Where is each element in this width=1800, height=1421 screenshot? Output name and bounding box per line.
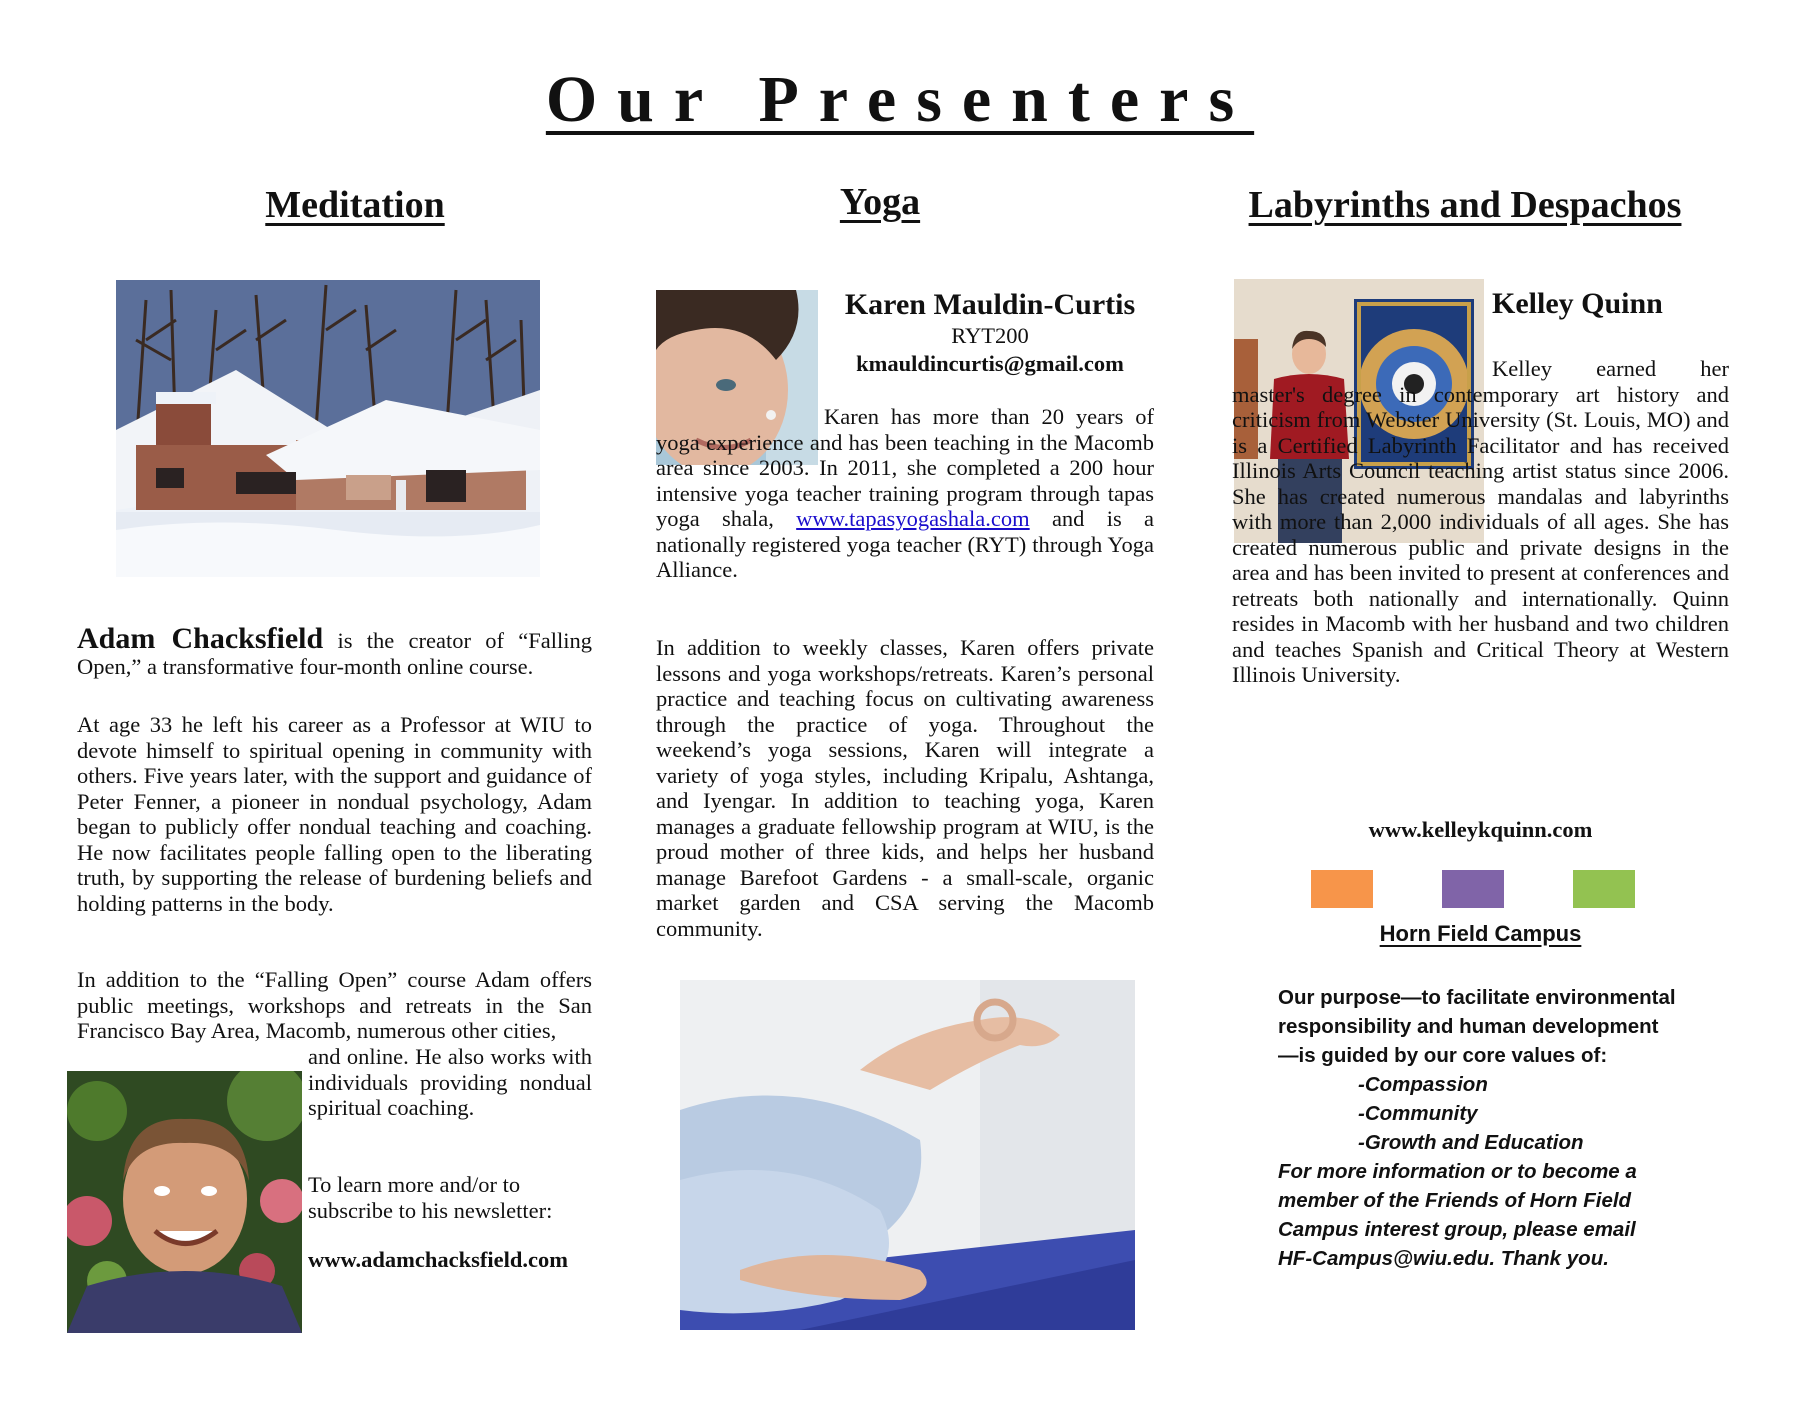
adam-website-link[interactable]: www.adamchacksfield.com [308, 1247, 568, 1272]
karen-contact-block [830, 288, 1150, 378]
adam-offerings-top: In addition to the “Falling Open” course Adam offers public meetings, workshops and retreats in the San Francisco Bay Area, Macomb, numerous other cities, [77, 967, 592, 1043]
core-value-community: -Community [1358, 1102, 1478, 1125]
adam-bio: At age 33 he left his career as a Professor at WIU to devote himself to spiritual opening in community with others. Five years later, with the support and guidance of Peter Fenner, a pioneer in nondual psychology, Adam began to publicly offer nondual teaching and coaching. He now facilitates people falling open to the liberating truth, by supporting the release of burdening beliefs and holding patterns in the body. [77, 712, 592, 916]
presenter-name-adam: Adam Chacksfield [77, 622, 324, 655]
yoga-meditation-photo [680, 980, 1135, 1330]
meditation-heading: Meditation [265, 184, 445, 226]
karen-bio [656, 404, 1154, 583]
presenter-name-karen: Karen Mauldin-Curtis [844, 288, 1136, 321]
core-value-growth: -Growth and Education [1358, 1131, 1584, 1154]
horn-field-purpose: Our purpose—to facilitate environmental responsibility and human development—is guided by our core values of: [1278, 986, 1676, 1067]
kelley-bio: Kelley earned her master's degree in contemporary art history and criticism from Webster University (St. Louis, MO) and is a Certified Labyrinth Facilitator and has received Illinois Arts Council teaching artist status since 2006. She has created numerous mandalas and labyrinths with more than 2,000 individuals of all ages. She has created numerous public and private designs in the area and has been invited to present at conferences and retreats both nationally and internationally. Quinn resides in Macomb with her husband and two children and teaches Spanish and Critical Theory at Western Illinois University. [1232, 356, 1729, 687]
orange-swatch [1311, 870, 1373, 908]
adam-learn-more: To learn more and/or to subscribe to his newsletter: [308, 1172, 553, 1223]
horn-field-more-info: For more information or to become a member of the Friends of Horn Field Campus interest group, please email HF-Campus@wiu.edu. Thank you. [1278, 1160, 1637, 1270]
adam-offerings-rest: and online. He also works with individuals providing nondual spiritual coaching. [308, 1044, 592, 1120]
yoga-heading: Yoga [839, 181, 921, 223]
color-swatches [1311, 870, 1635, 908]
snowy-cabin-photo [116, 280, 540, 577]
tapas-yoga-link[interactable]: www.tapasyogashala.com [796, 506, 1030, 531]
page-title: Our Presenters [545, 63, 1255, 136]
labyrinths-heading: Labyrinths and Despachos [1248, 184, 1682, 226]
horn-field-title: Horn Field Campus [1379, 921, 1582, 946]
karen-bio-text-a: Karen has more than 20 years of yoga experience and has been teaching in the Macomb area since 2003. In 2011, she completed a 200 hour intensive yoga teacher training program through tapas yoga shala, [656, 404, 1154, 531]
core-value-compassion: -Compassion [1358, 1073, 1488, 1096]
purple-swatch [1442, 870, 1504, 908]
karen-credential: RYT200 [951, 323, 1029, 348]
karen-bio-text-b: and is a nationally registered yoga teacher (RYT) through Yoga Alliance. [656, 506, 1154, 582]
adam-intro [77, 622, 592, 680]
karen-email[interactable]: kmauldincurtis@gmail.com [856, 351, 1124, 376]
adam-intro-text: is the creator of “Falling Open,” a transformative four-month online course. [77, 628, 592, 679]
kelley-website-link[interactable]: www.kelleykquinn.com [1368, 817, 1593, 842]
presenter-name-kelley: Kelley Quinn [1492, 287, 1663, 320]
karen-offerings: In addition to weekly classes, Karen offers private lessons and yoga workshops/retreats. Karen’s personal practice and teaching focus on cultivating awareness through the practice of yoga. Throughout the weekend’s yoga sessions, Karen will integrate a variety of yoga styles, including Kripalu, Ashtanga, and Iyengar. In addition to teaching yoga, Karen manages a graduate fellowship program at WIU, is the proud mother of three kids, and helps her husband manage Barefoot Gardens - a small-scale, organic market garden and CSA serving the Macomb community. [656, 635, 1154, 941]
green-swatch [1573, 870, 1635, 908]
horn-field-purpose-block [1278, 983, 1678, 1273]
adam-portrait-photo [67, 1071, 302, 1333]
